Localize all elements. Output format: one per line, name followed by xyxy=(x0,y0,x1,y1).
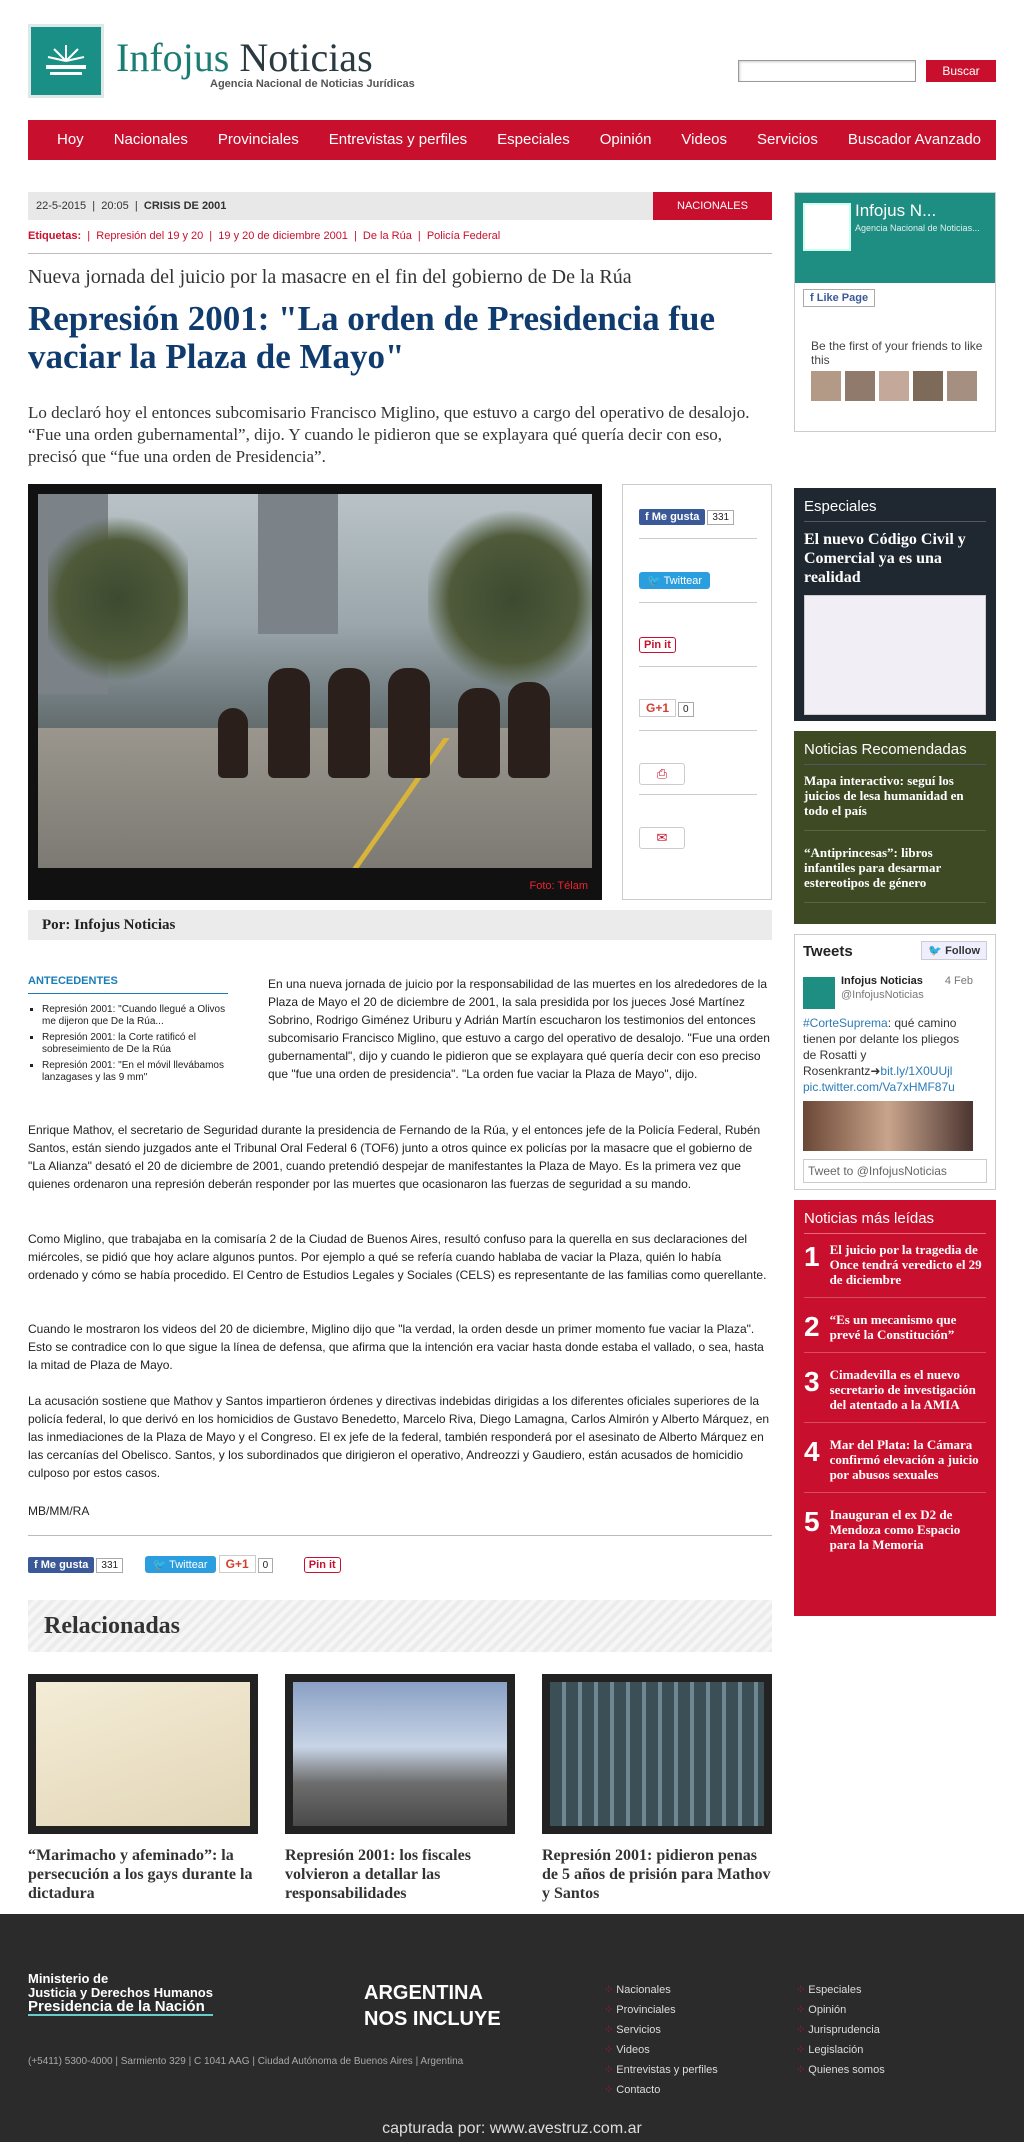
tag-link[interactable]: Policía Federal xyxy=(426,230,501,242)
footer-link[interactable]: ⁘ Contacto xyxy=(604,2080,718,2100)
photo-credit: Foto: Télam xyxy=(529,880,588,892)
article-paragraph: Enrique Mathov, el secretario de Seguridad durante la presidencia de Fernando de la Rúa, y el entonces jefe de la Policía Federal, Rubén Santos, están siendo juzgados ante el Tribunal Oral Federal 6 (TOF6) junto a otros quince ex policías por la masacre que el gobierno de "La Alianza" desató el 20 de diciembre de 2001, cuando pretendió despejar de manifestantes la Plaza de Mayo. Es la primera vez que quienes ordenaron una represión deberán responder por las muertes que ocasionaron las fuerzas de seguridad a su mando. xyxy=(28,1123,761,1191)
gplus-count: 0 xyxy=(678,702,694,717)
gplus-share xyxy=(639,699,757,731)
article-paragraph: Como Miglino, que trabajaba en la comisaría 2 de la Ciudad de Buenos Aires, resultó confuso para la querella en sus declaraciones del miércoles, se pidió que hoy aclare algunos puntos. Por ejemplo a qué se refería cuando hablaba de vaciar la Plaza, quién lo había ordenado y cómo se había procedido. El Centro de Estudios Legales y Sociales (CELS) es representante de las familias como querellante. xyxy=(28,1232,767,1282)
fb-like-page-button[interactable]: f Like Page xyxy=(803,289,875,307)
nav-item-nacionales[interactable]: Nacionales xyxy=(113,131,188,148)
recomendada-link[interactable]: Mapa interactivo: seguí los juicios de lesa humanidad en todo el país xyxy=(804,773,986,831)
footer-link[interactable]: ⁘ Nacionales xyxy=(604,1980,718,2000)
fb-friends-text: Be the first of your friends to like this xyxy=(811,339,983,367)
tweet-text: #CorteSuprema: qué camino tienen por delante los pliegos de Rosatti y Rosenkrantz➜bit.ly/1X0UUjl pic.twitter.com/Va7xHMF87u xyxy=(803,1016,960,1094)
twitter-follow-button[interactable]: 🐦 Follow xyxy=(921,941,987,960)
footer-link[interactable]: ⁘ Opinión xyxy=(796,2000,885,2020)
tag-link[interactable]: 19 y 20 de diciembre 2001 xyxy=(218,230,348,242)
nav-item-especiales[interactable]: Especiales xyxy=(497,131,570,148)
related-card[interactable] xyxy=(28,1674,258,1903)
tweet-hashtag[interactable]: #CorteSuprema xyxy=(803,1016,888,1030)
email-share xyxy=(639,827,757,859)
nav-item-provinciales[interactable]: Provinciales xyxy=(217,131,299,148)
mas-leida-item[interactable]: 1 El juicio por la tragedia de Once tendrá veredicto el 29 de diciembre xyxy=(804,1242,986,1298)
related-headline[interactable]: “Marimacho y afeminado”: la persecución a los gays durante la dictadura xyxy=(28,1847,253,1902)
footer-link[interactable]: ⁘ Quienes somos xyxy=(796,2060,885,2080)
search-button[interactable]: Buscar xyxy=(926,60,996,82)
fb-page-logo xyxy=(803,203,851,251)
article-topic[interactable]: CRISIS DE 2001 xyxy=(143,200,227,212)
article-signature: MB/MM/RA xyxy=(28,1504,90,1518)
tweet-input[interactable]: Tweet to @InfojusNoticias xyxy=(803,1159,987,1183)
nav-item-opinion[interactable]: Opinión xyxy=(599,131,652,148)
mas-leidas-box xyxy=(794,1200,996,1616)
footer-link[interactable]: ⁘ Entrevistas y perfiles xyxy=(604,2060,718,2080)
antecedente-link[interactable]: ▪ Represión 2001: "En el móvil llevábamos lanzagases y las 9 mm" xyxy=(42,1060,228,1084)
tweet-date[interactable]: 4 Feb xyxy=(944,975,973,987)
main-nav xyxy=(28,120,996,160)
footer-address: (+5411) 5300-4000 | Sarmiento 329 | C 1041 AAG | Ciudad Autónoma de Buenos Aires | Argentina xyxy=(28,2056,464,2067)
article-time: 20:05 xyxy=(101,200,129,212)
article-kicker: Nueva jornada del juicio por la masacre en el fin del gobierno de De la Rúa xyxy=(28,266,632,288)
tag-link[interactable]: De la Rúa xyxy=(362,230,412,242)
avatar[interactable] xyxy=(811,371,841,401)
mas-leidas-heading: Noticias más leídas xyxy=(804,1210,986,1234)
article-paragraph: En una nueva jornada de juicio por la responsabilidad de las muertes en los alrededores de la Plaza de Mayo el 20 de diciembre de 2001, la sala presidida por los jueces José Martínez Sobrino, Rodrigo Giménez Uriburu y Adrián Martín escucharon los testimonios del entonces subcomisario Francisco Miglino, que estuvo a cargo del operativo de desalojo. "Fue una orden gubernamental", dijo y cuando le pidieron que se explayara qué quería decir con eso preciso que "fue una orden de presidencia". "La orden fue vaciar la Plaza de Mayo", dijo. xyxy=(268,977,770,1081)
photo-image xyxy=(38,494,592,868)
mas-leida-item[interactable]: 4 Mar del Plata: la Cámara confirmó elevación a juicio por abusos sexuales xyxy=(804,1437,986,1493)
footer-link[interactable]: ⁘ Servicios xyxy=(604,2020,718,2040)
footer-link[interactable]: ⁘ Jurisprudencia xyxy=(796,2020,885,2040)
mas-leida-item[interactable]: 2 “Es un mecanismo que prevé la Constitución” xyxy=(804,1312,986,1353)
ministerio-logo[interactable]: Ministerio de Justicia y Derechos Humanos Presidencia de la Nación xyxy=(28,1971,213,2015)
recomendada-link[interactable]: “Antiprincesas”: libros infantiles para desarmar estereotipos de género xyxy=(804,845,986,903)
print-icon[interactable]: ⎙ xyxy=(639,763,685,785)
footer-link[interactable]: ⁘ Provinciales xyxy=(604,2000,718,2020)
tags-row: Etiquetas: | Represión del 19 y 20 | 19 y 20 de diciembre 2001 | De la Rúa | Policía Federal xyxy=(28,230,501,242)
fb-count: 331 xyxy=(96,1558,123,1573)
divider xyxy=(28,253,772,254)
footer-link[interactable]: ⁘ Videos xyxy=(604,2040,718,2060)
article-meta: 22-5-2015 | 20:05 | CRISIS DE 2001 xyxy=(28,192,772,220)
footer-links xyxy=(604,1980,718,2100)
tweet-photo[interactable] xyxy=(803,1101,973,1151)
email-icon[interactable]: ✉ xyxy=(639,827,685,849)
article-paragraph: La acusación sostiene que Mathov y Santos impartieron órdenes y directivas indebidas dirigidas a los diferentes oficiales superiores de la policía federal, lo que derivó en los homicidios de Gustavo Benedetto, Marcelo Riva, Diego Lamagna, Carlos Almirón y Alberto Márquez, en las inmediaciones de la Plaza de Mayo y el Congreso. El ex jefe de la federal, también responderá por el asesinato de Alberto Márquez en las cercanías del Obelisco. Santos, y los subordinados que dirigieron el operativo, Andreozzi y Gaudiero, están acusados de homicidio culposo por estos casos. xyxy=(28,1394,770,1480)
footer-links xyxy=(796,1980,885,2080)
logo-main: Infojus xyxy=(116,35,230,80)
fb-like-button[interactable]: f Me gusta xyxy=(639,509,705,525)
especiales-image[interactable] xyxy=(804,595,986,715)
argentina-logo: ARGENTINA NOS INCLUYE xyxy=(364,1982,501,2030)
tag-link[interactable]: Represión del 19 y 20 xyxy=(96,230,204,242)
pin-button[interactable]: Pin it xyxy=(639,637,676,653)
related-card[interactable] xyxy=(542,1674,772,1903)
pin-button[interactable]: Pin it xyxy=(304,1557,341,1573)
share-column xyxy=(622,484,772,900)
recomendadas-box xyxy=(794,731,996,924)
especiales-box xyxy=(794,488,996,721)
especiales-link[interactable]: El nuevo Código Civil y Comercial ya es una realidad xyxy=(804,531,966,586)
capture-credit: capturada por: www.avestruz.com.ar xyxy=(382,2120,642,2137)
section-tag[interactable]: NACIONALES xyxy=(653,192,772,220)
avatar[interactable] xyxy=(803,977,835,1009)
logo-secondary: Noticias xyxy=(239,35,373,80)
search-input[interactable] xyxy=(738,60,916,82)
nav-item-entrevistas[interactable]: Entrevistas y perfiles xyxy=(328,131,468,148)
tweet-author[interactable]: Infojus Noticias xyxy=(841,975,923,987)
mas-leida-item[interactable]: 3 Cimadevilla es el nuevo secretario de investigación del atentado a la AMIA xyxy=(804,1367,986,1423)
sun-logo-icon xyxy=(40,41,92,81)
footer-link[interactable]: ⁘ Especiales xyxy=(796,1980,885,2000)
fb-page-name[interactable]: Infojus N... xyxy=(855,201,937,220)
logo-icon[interactable] xyxy=(28,24,104,98)
fb-like-button[interactable]: f Me gusta xyxy=(28,1557,94,1573)
article-lead: Lo declaró hoy el entonces subcomisario Francisco Miglino, que estuvo a cargo del operativo de desalojo. “Fue una orden gubernamental”, dijo. Y cuando le pidieron que se explayara qué quería decir con eso, precisó que “fue una orden de Presidencia”. xyxy=(28,403,750,466)
footer-link[interactable]: ⁘ Legislación xyxy=(796,2040,885,2060)
site-footer xyxy=(0,1914,1024,2142)
mas-leida-item[interactable]: 5 Inauguran el ex D2 de Mendoza como Espacio para la Memoria xyxy=(804,1506,961,1552)
related-headline[interactable]: Represión 2001: pidieron penas de 5 años de prisión para Mathov y Santos xyxy=(542,1847,771,1902)
article-photo xyxy=(28,484,602,900)
related-image[interactable] xyxy=(542,1674,772,1834)
tweet-link[interactable]: pic.twitter.com/Va7xHMF87u xyxy=(803,1080,955,1094)
twitter-widget xyxy=(794,934,996,1190)
facebook-widget xyxy=(794,192,996,432)
logo-subtitle: Agencia Nacional de Noticias Jurídicas xyxy=(210,78,415,90)
tweets-heading: Tweets xyxy=(803,943,853,960)
fb-page-banner[interactable] xyxy=(795,193,995,283)
tweet-button[interactable]: 🐦 Twittear xyxy=(639,572,710,589)
fb-count: 331 xyxy=(707,510,734,525)
divider xyxy=(28,1535,772,1536)
antecedente-link[interactable]: ▪ Represión 2001: la Corte ratificó el sobreseimiento de De la Rúa xyxy=(42,1032,228,1056)
article-paragraph: Cuando le mostraron los videos del 20 de diciembre, Miglino dijo que "la verdad, la orden desde un primer momento fue vaciar la Plaza". Esto se contradice con lo que sigue la línea de defensa, que afirma que la intención era vaciar hasta donde estaba el vallado, o sea, hasta la mitad de Plaza de Mayo. xyxy=(28,1322,764,1372)
tags-label: Etiquetas: xyxy=(28,230,82,242)
article-date: 22-5-2015 xyxy=(36,200,87,212)
antecedentes-title: ANTECEDENTES xyxy=(28,975,228,994)
gplus-button[interactable]: G+1 xyxy=(639,699,676,717)
related-card[interactable] xyxy=(285,1674,515,1903)
nav-item-servicios[interactable]: Servicios xyxy=(757,131,818,148)
recomendadas-heading: Noticias Recomendadas xyxy=(804,741,986,765)
antecedentes-box xyxy=(28,975,228,1088)
tw-share xyxy=(639,571,757,603)
print-share xyxy=(639,763,757,795)
fb-share xyxy=(639,507,757,539)
related-image[interactable] xyxy=(28,1674,258,1834)
site-logo[interactable] xyxy=(116,35,373,80)
related-headline[interactable]: Represión 2001: los fiscales volvieron a detallar las responsabilidades xyxy=(285,1847,471,1902)
nav-item-hoy[interactable]: Hoy xyxy=(57,131,84,148)
nav-item-videos[interactable]: Videos xyxy=(681,131,728,148)
avatar[interactable] xyxy=(947,371,977,401)
fb-page-sub: Agencia Nacional de Noticias... xyxy=(855,223,980,233)
gplus-count: 0 xyxy=(258,1558,274,1573)
avatar[interactable] xyxy=(845,371,875,401)
especiales-heading: Especiales xyxy=(804,498,986,522)
pin-share xyxy=(639,635,757,667)
avatar[interactable] xyxy=(913,371,943,401)
related-title: Relacionadas xyxy=(28,1600,772,1652)
tweet-button[interactable]: 🐦 Twittear xyxy=(145,1556,216,1573)
article-headline: Represión 2001: "La orden de Presidencia fue vaciar la Plaza de Mayo" xyxy=(28,299,715,376)
article-author: Por: Infojus Noticias xyxy=(28,910,772,940)
tweet-link[interactable]: bit.ly/1X0UUjl xyxy=(880,1064,953,1078)
tweet-handle[interactable]: @InfojusNoticias xyxy=(841,989,924,1001)
bottom-share-bar xyxy=(28,1555,428,1573)
avatar[interactable] xyxy=(879,371,909,401)
related-image[interactable] xyxy=(285,1674,515,1834)
antecedente-link[interactable]: ▪ Represión 2001: "Cuando llegué a Olivos me dijeron que De la Rúa... xyxy=(42,1004,228,1028)
gplus-button[interactable]: G+1 xyxy=(219,1555,256,1573)
nav-item-buscador[interactable]: Buscador Avanzado xyxy=(847,131,982,148)
